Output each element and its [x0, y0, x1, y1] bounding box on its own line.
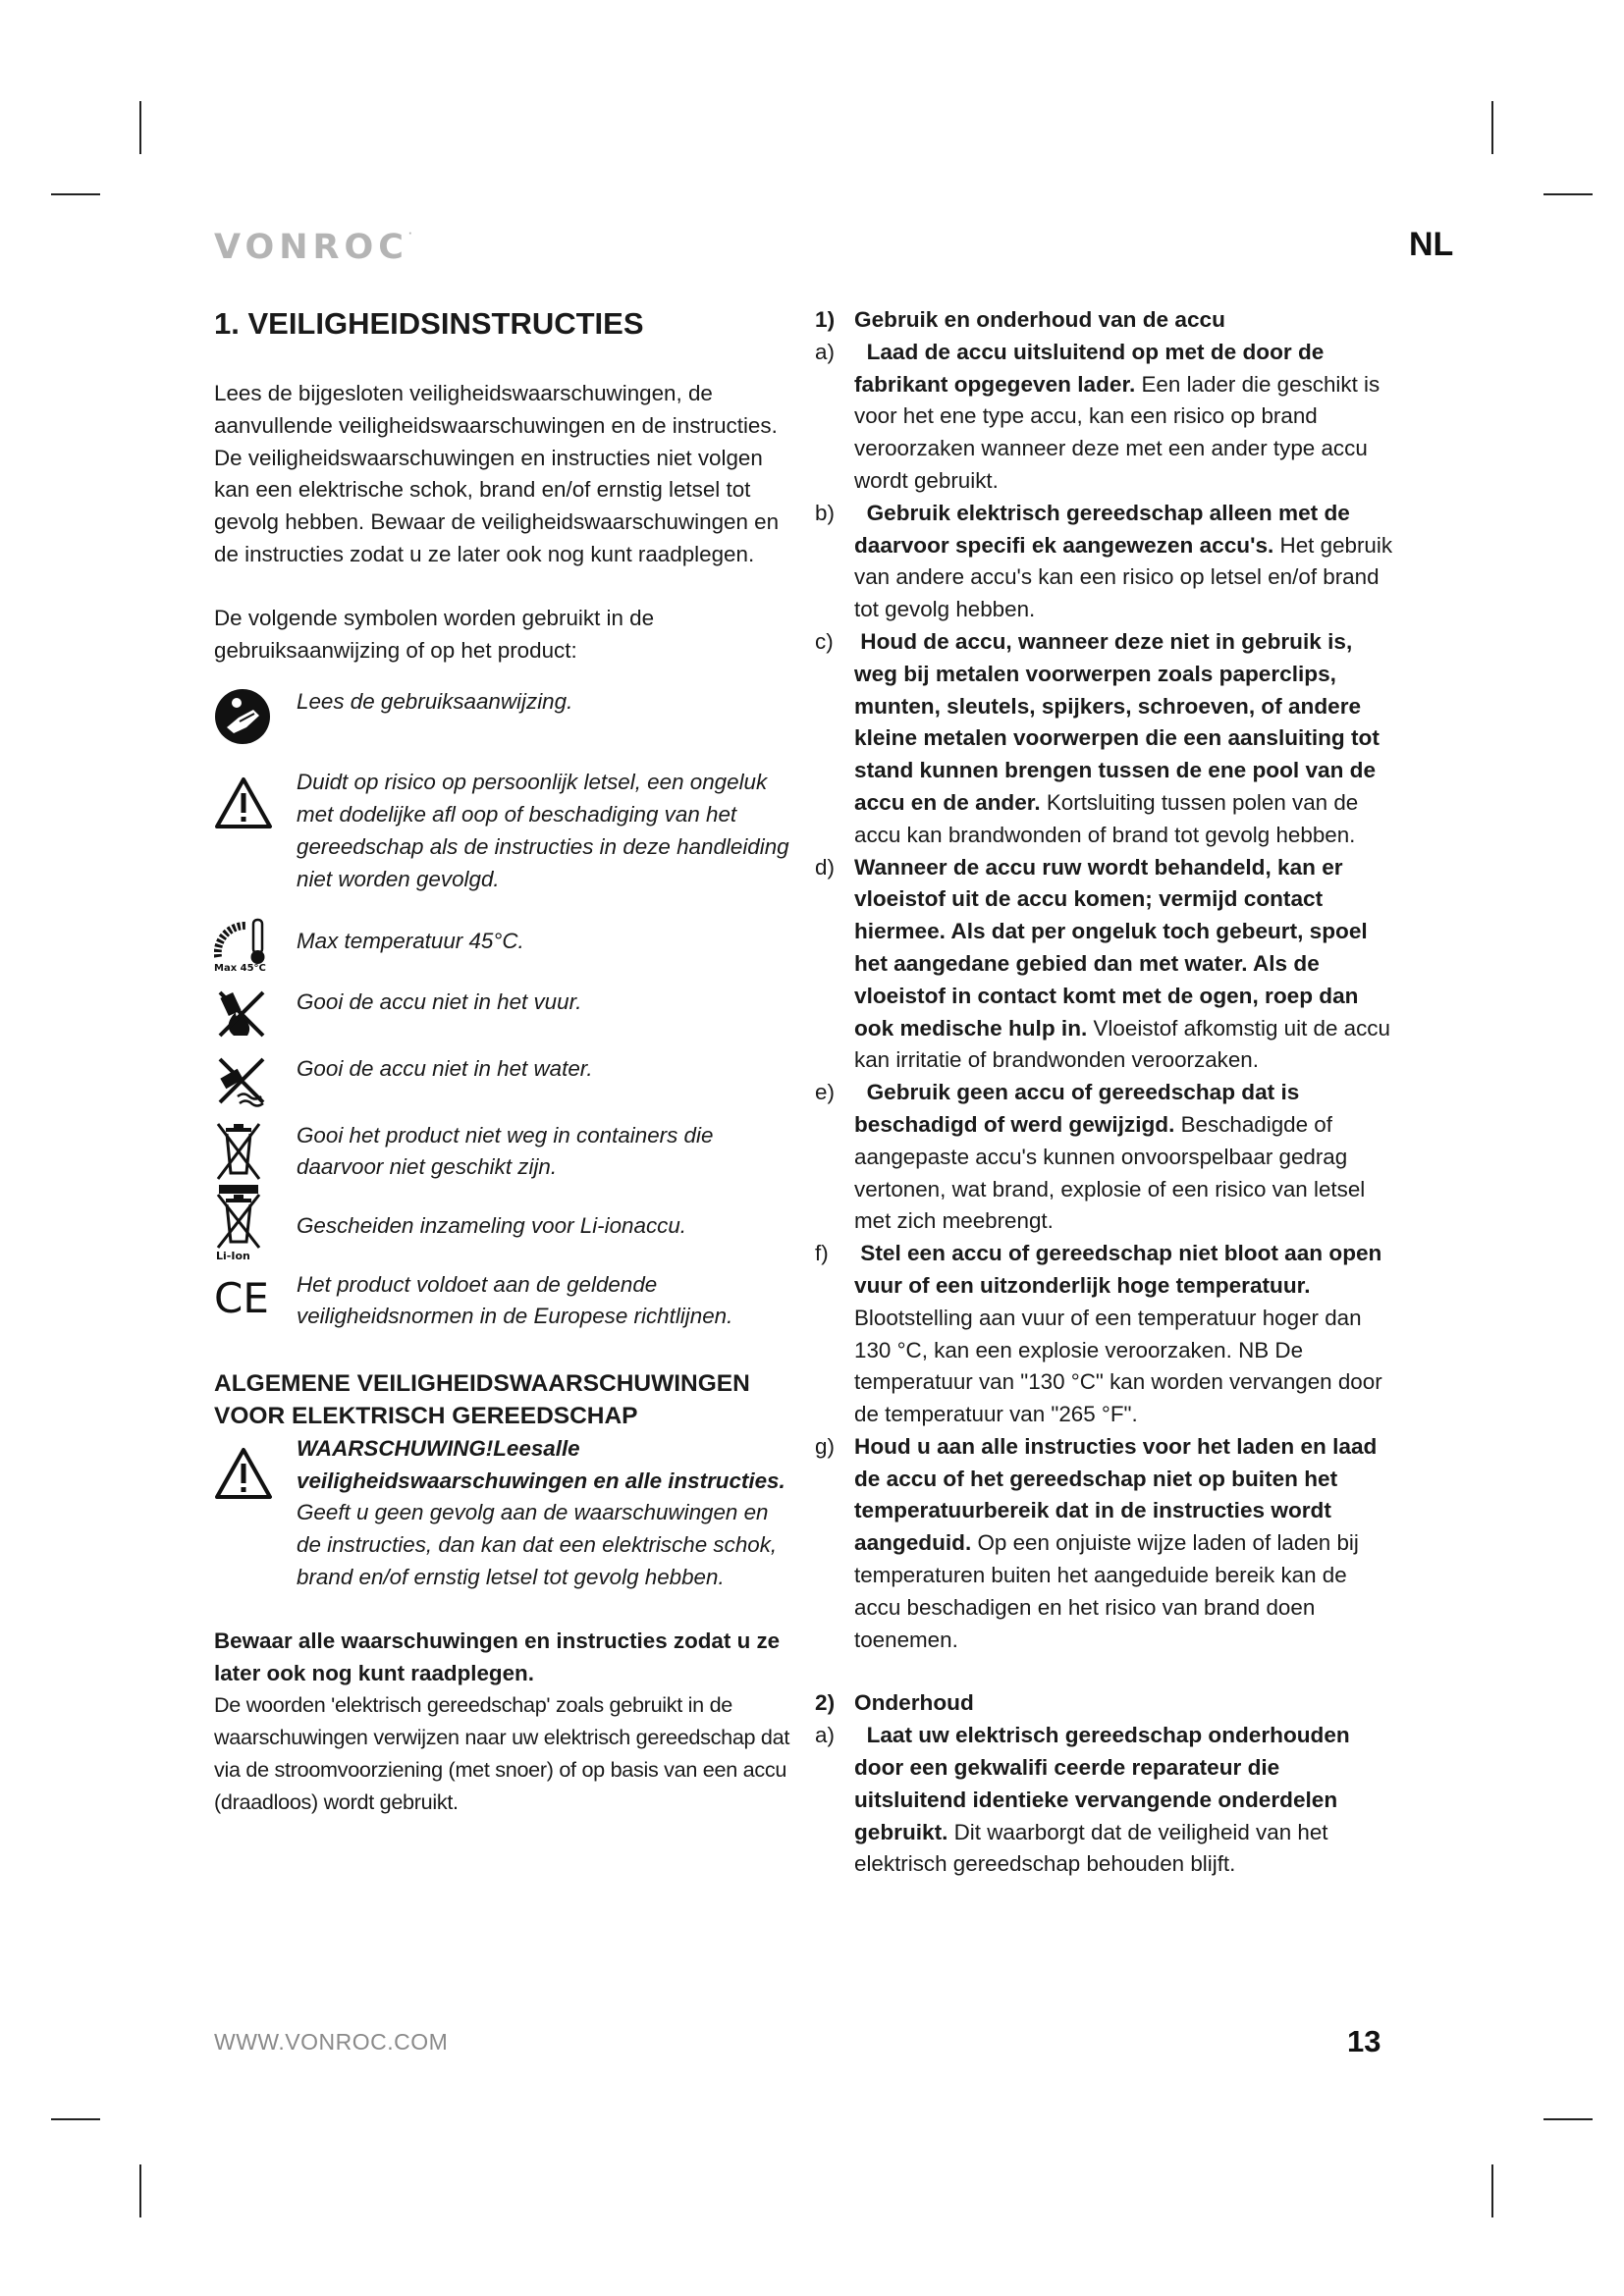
general-warnings-heading: ALGEMENE VEILIGHEIDSWAARSCHUWINGEN VOOR ELEKTRISCH GEREEDSCHAP — [214, 1370, 750, 1429]
crossed-bin-icon — [214, 1120, 263, 1201]
subsection-heading: 1) Gebruik en onderhoud van de accu — [815, 307, 1225, 332]
crop-mark — [51, 193, 100, 195]
list-item: b) Gebruik elektrisch gereedschap alleen met de daarvoor specifi ek aangewezen accu's. Het gebruik van andere accu's kan een risico op letsel en/of brand tot gevolg hebben. — [815, 500, 1393, 622]
right-column — [815, 304, 1394, 1881]
symbol-row — [214, 1120, 793, 1201]
symbol-row — [214, 916, 793, 973]
list-item: c) Houd de accu, wanneer deze niet in gebruik is, weg bij metalen voorwerpen zoals paperclips, munten, sleutels, spijkers, schroeven, of andere kleine metalen voorwerpen die een aansluiting tot stand kunnen brengen tussen de ene pool van de accu en de ander. Kortsluiting tussen polen van de accu kan brandwonden of brand tot gevolg hebben. — [815, 628, 1386, 847]
ce-mark-icon — [214, 1275, 273, 1318]
general-warning-block — [214, 1433, 793, 1594]
symbol-description: Lees de gebruiksaanwijzing. — [297, 689, 573, 715]
symbol-description: Gooi het product niet weg in containers die daarvoor niet geschikt zijn. — [297, 1122, 714, 1180]
svg-text:Max 45°C: Max 45°C — [214, 962, 266, 973]
warning-triangle-icon — [214, 1447, 273, 1500]
crop-mark — [139, 101, 141, 154]
section-title: 1. VEILIGHEIDSINSTRUCTIES — [214, 306, 644, 341]
symbol-row — [214, 767, 793, 895]
symbol-description: Duidt op risico op persoonlijk letsel, een ongeluk met dodelijke afl oop of beschadiging van het gereedschap als de instructies in deze handleiding niet worden gevolgd. — [297, 770, 789, 891]
crop-mark — [1491, 101, 1493, 154]
symbol-row — [214, 987, 793, 1041]
svg-text:CE: CE — [214, 1274, 269, 1318]
li-ion-bin-icon — [214, 1193, 263, 1261]
symbol-row — [214, 1269, 793, 1334]
symbol-description: Gooi de accu niet in het vuur. — [297, 988, 582, 1014]
crop-mark — [139, 2164, 141, 2217]
symbol-row — [214, 1053, 793, 1108]
list-item: e) Gebruik geen accu of gereedschap dat is beschadigd of werd gewijzigd. Beschadigde of aangepaste accu's kunnen onvoorspelbaar gedrag vertonen, wat brand, explosie of een risico van letsel met zich meebrengt. — [815, 1080, 1366, 1234]
intro-paragraph: Lees de bijgesloten veiligheidswaarschuwingen, de aanvullende veiligheidswaarschuwingen en de instructies. De veiligheidswaarschuwingen en instructies niet volgen kan een elektrische schok, brand en/of ernstig letsel tot gevolg hebben. Bewaar de veiligheidswaarschuwingen en de instructies zodat u ze later ook nog kunt raadplegen. — [214, 381, 780, 566]
symbols-intro: De volgende symbolen worden gebruikt in de gebruiksaanwijzing of op het product: — [214, 605, 655, 663]
list-item: d) Wanneer de accu ruw wordt behandeld, kan er vloeistof uit de accu komen; vermijd contact hiermee. Als dat per ongeluk toch gebeurt, spoel het aangedane gebied dan met water. Als de vloeistof in contact komt met de ogen, roep dan ook medische hulp in. Vloeistof afkomstig uit de accu kan irritatie of brandwonden veroorzaken. — [815, 854, 1390, 1073]
crop-mark — [1491, 2164, 1493, 2217]
read-manual-icon — [214, 688, 271, 745]
list-item: g) Houd u aan alle instructies voor het laden en laad de accu of het gereedschap niet op buiten het temperatuurbereik dat in de instructies wordt aangeduid. Op een onjuiste wijze laden of laden bij temperaturen buiten het aangeduide bereik kan de accu beschadigen en het risico van brand doen toenemen. — [815, 1433, 1383, 1652]
no-fire-icon — [214, 987, 269, 1041]
symbol-description: Gescheiden inzameling voor Li-ionaccu. — [297, 1212, 687, 1238]
symbol-description: Het product voldoet aan de geldende veiligheidsnormen in de Europese richtlijnen. — [297, 1271, 733, 1329]
list-item: a) Laad de accu uitsluitend op met de door de fabrikant opgegeven lader. Een lader die geschikt is voor het ene type accu, kan een risico op brand veroorzaken wanneer deze met een ander type accu wordt gebruikt. — [815, 339, 1380, 493]
list-item: a) Laat uw elektrisch gereedschap onderhouden door een gekwalifi ceerde reparateur die uitsluitend identieke vervangende onderdelen gebruikt. Dit waarborgt dat de veiligheid van het elektrisch gereedschap behouden blijft. — [815, 1723, 1357, 1877]
crop-mark — [1543, 193, 1593, 195]
brand-logo: VONROC· — [214, 228, 412, 267]
footer-url: WWW.VONROC.COM — [214, 2029, 449, 2055]
no-water-icon — [214, 1053, 269, 1108]
warning-triangle-icon — [214, 776, 273, 829]
list-item: f) Stel een accu of gereedschap niet bloot aan open vuur of een uitzonderlijk hoge temperatuur. Blootstelling aan vuur of een temperatuur hoger dan 130 °C, kan een explosie veroorzaken. NB De temperatuur van "130 °C" kan worden vervangen door de temperatuur van "265 °F". — [815, 1241, 1388, 1427]
symbol-description: Max temperatuur 45°C. — [297, 928, 524, 953]
keep-instructions-text: Bewaar alle waarschuwingen en instructies zodat u ze later ook nog kunt raadplegen. — [214, 1628, 781, 1685]
symbol-description: Gooi de accu niet in het water. — [297, 1055, 593, 1081]
subsection-heading: 2) Onderhoud — [815, 1690, 974, 1716]
symbol-row — [214, 1193, 793, 1261]
svg-text:Li-Ion: Li-Ion — [216, 1249, 250, 1261]
language-code: NL — [1409, 226, 1454, 263]
symbol-row — [214, 686, 793, 745]
definition-text: De woorden 'elektrisch gereedschap' zoals gebruikt in de waarschuwingen verwijzen naar uw elektrisch gereedschap dat via de stroomvoorziening (met snoer) of op basis van een accu (draadloos) wordt gebruikt. — [214, 1692, 790, 1814]
general-warning-text: WAARSCHUWING!Leesalle veiligheidswaarschuwingen en alle instructies. Geeft u geen gevolg aan de waarschuwingen en de instructies, dan kan dat een elektrische schok, brand en/of ernstig letsel tot gevolg hebben. — [297, 1435, 785, 1589]
crop-mark — [51, 2118, 100, 2120]
page-number: 13 — [1347, 2024, 1381, 2058]
left-column — [214, 304, 793, 1819]
crop-mark — [1543, 2118, 1593, 2120]
max-temperature-icon — [214, 916, 271, 973]
